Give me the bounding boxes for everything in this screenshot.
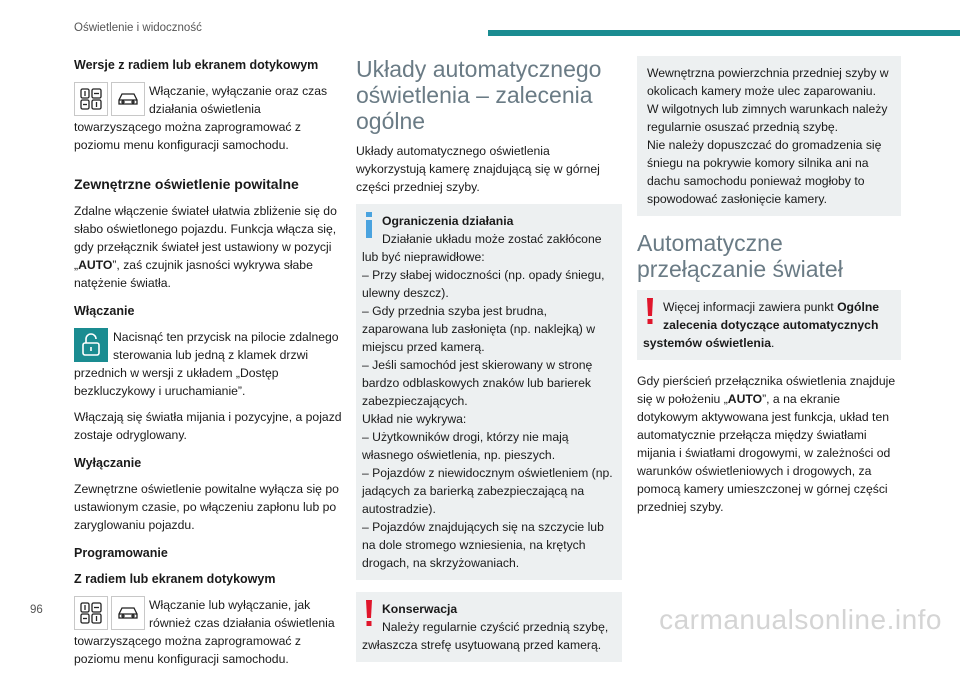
warning-box-maintenance-title: Konserwacja <box>382 602 458 616</box>
heading-switching-on: Włączanie <box>74 304 135 318</box>
info-box-line: Wewnętrzna powierzchnia przedniej szyby w okolicach kamery może ulec zaparowaniu. <box>647 66 889 98</box>
info-box-camera-care <box>637 56 901 216</box>
section-header-title: Oświetlenie i widoczność <box>74 22 202 34</box>
warning-exclamation-icon <box>362 600 376 628</box>
heading-switching-off: Wyłączanie <box>74 456 142 470</box>
info-box-line: W wilgotnych lub zimnych warunkach należy regularnie osuszać przednią szybę. <box>647 102 888 134</box>
title-auto-beam-switching: Automatyczne przełączanie świateł <box>637 230 843 282</box>
page-number: 96 <box>30 604 43 616</box>
paragraph-welcome-lighting: Zdalne włączenie świateł ułatwia zbliżenie się do słabo oświetlonego pojazdu. Funkcja włącza się, gdy przełącznik świateł jest ustawiony w pozycji „AUTO”, zaś czujnik jasności wykrywa słabe natężenie światła. <box>74 204 337 290</box>
paragraph-radio-settings: Włączanie, wyłączanie oraz czas działania oświetlenia towarzyszącego można zaprogramować z poziomu menu konfiguracji samochodu. <box>74 84 328 152</box>
info-box-line: Układ nie wykrywa: <box>362 412 467 426</box>
info-box-limitations <box>356 204 622 580</box>
info-box-line: Nie należy dopuszczać do gromadzenia się śniegu na pokrywie komory silnika ani na dachu samochodu ponieważ mogłoby to spowodować zasłonięcie kamery. <box>647 138 882 206</box>
column-3 <box>637 56 901 524</box>
heading-welcome-lighting: Zewnętrzne oświetlenie powitalne <box>74 176 299 192</box>
info-box-line: Działanie układu może zostać zakłócone lub być nieprawidłowe: <box>362 232 602 264</box>
paragraph-switching-on-instructions: Nacisnąć ten przycisk na pilocie zdalnego sterowania lub jedną z klamek drzwi przednich w wersji z układem „Dostęp bezkluczykowy i uruchamianie”. <box>74 330 339 398</box>
icon-group-settings-car <box>74 82 145 116</box>
warning-box-maintenance-text: Należy regularnie czyścić przednią szybę, zwłaszcza strefę usytuowaną przed kamerą. <box>362 620 609 652</box>
warning-more-info-text: Więcej informacji zawiera punkt Ogólne zalecenia dotyczące automatycznych systemów oświetlenia. <box>643 300 880 350</box>
paragraph-switching-off: Zewnętrzne oświetlenie powitalne wyłącza się po ustawionym czasie, po włączeniu zapłonu lub po zaryglowaniu pojazdu. <box>74 482 339 532</box>
warning-box-maintenance <box>356 592 622 662</box>
title-auto-lighting-general: Układy automatycznego oświetlenia – zalecenia ogólne <box>356 56 602 134</box>
paragraph-switching-on-result: Włączają się światła mijania i pozycyjne, a pojazd zostaje odryglowany. <box>74 410 342 442</box>
paragraph-programming: Włączanie lub wyłączanie, jak również czas działania oświetlenia towarzyszącego można zaprogramować z poziomu menu konfiguracji samochodu. <box>74 598 335 666</box>
heading-programming: Programowanie <box>74 546 168 560</box>
heading-programming-radio: Z radiem lub ekranem dotykowym <box>74 572 276 586</box>
settings-sliders-icon <box>74 82 108 116</box>
info-box-line: – Pojazdów z niewidocznym oświetleniem (np. jadących za barierką zabezpieczającą na autostradzie). <box>362 466 613 516</box>
car-icon <box>111 82 145 116</box>
info-box-limitations-title: Ograniczenia działania <box>382 214 514 228</box>
car-icon <box>111 596 145 630</box>
paragraph-auto-beam-description: Gdy pierścień przełącznika oświetlenia znajduje się w położeniu „AUTO”, a na ekranie dotykowym aktywowana jest funkcja, układ ten automatycznie przełącza między światłami mijania i światłami drogowymi, w zależności od warunków oświetleniowych i drogowych, za pomocą kamery umieszczonej w górnej części przedniej szyby. <box>637 374 896 514</box>
unlock-key-icon <box>74 328 108 362</box>
info-icon <box>362 212 376 240</box>
column-2 <box>356 56 622 674</box>
warning-box-more-info <box>637 290 901 360</box>
info-box-line: – Gdy przednia szyba jest brudna, zaparowana lub zasłonięta (np. naklejką) w miejscu przed kamerą. <box>362 304 596 354</box>
watermark-text: carmanualsonline.info <box>659 604 942 635</box>
column-1 <box>74 56 342 676</box>
heading-radio-versions: Wersje z radiem lub ekranem dotykowym <box>74 58 319 72</box>
icon-group-settings-car-2 <box>74 596 145 630</box>
paragraph-auto-lighting-intro: Układy automatycznego oświetlenia wykorzystują kamerę znajdującą się w górnej części przedniej szyby. <box>356 144 600 194</box>
info-box-line: – Użytkowników drogi, którzy nie mają własnego oświetlenia, np. pieszych. <box>362 430 569 462</box>
info-box-line: – Pojazdów znajdujących się na szczycie lub na dole stromego wzniesienia, na krętych drogach, na skrzyżowaniach. <box>362 520 604 570</box>
header-accent-bar <box>488 30 960 36</box>
warning-exclamation-icon <box>643 298 657 326</box>
settings-sliders-icon <box>74 596 108 630</box>
info-box-line: – Jeśli samochód jest skierowany w stronę bardzo odblaskowych znaków lub barierek zabezpieczających. <box>362 358 593 408</box>
info-box-line: – Przy słabej widoczności (np. opady śniegu, ulewny deszcz). <box>362 268 605 300</box>
